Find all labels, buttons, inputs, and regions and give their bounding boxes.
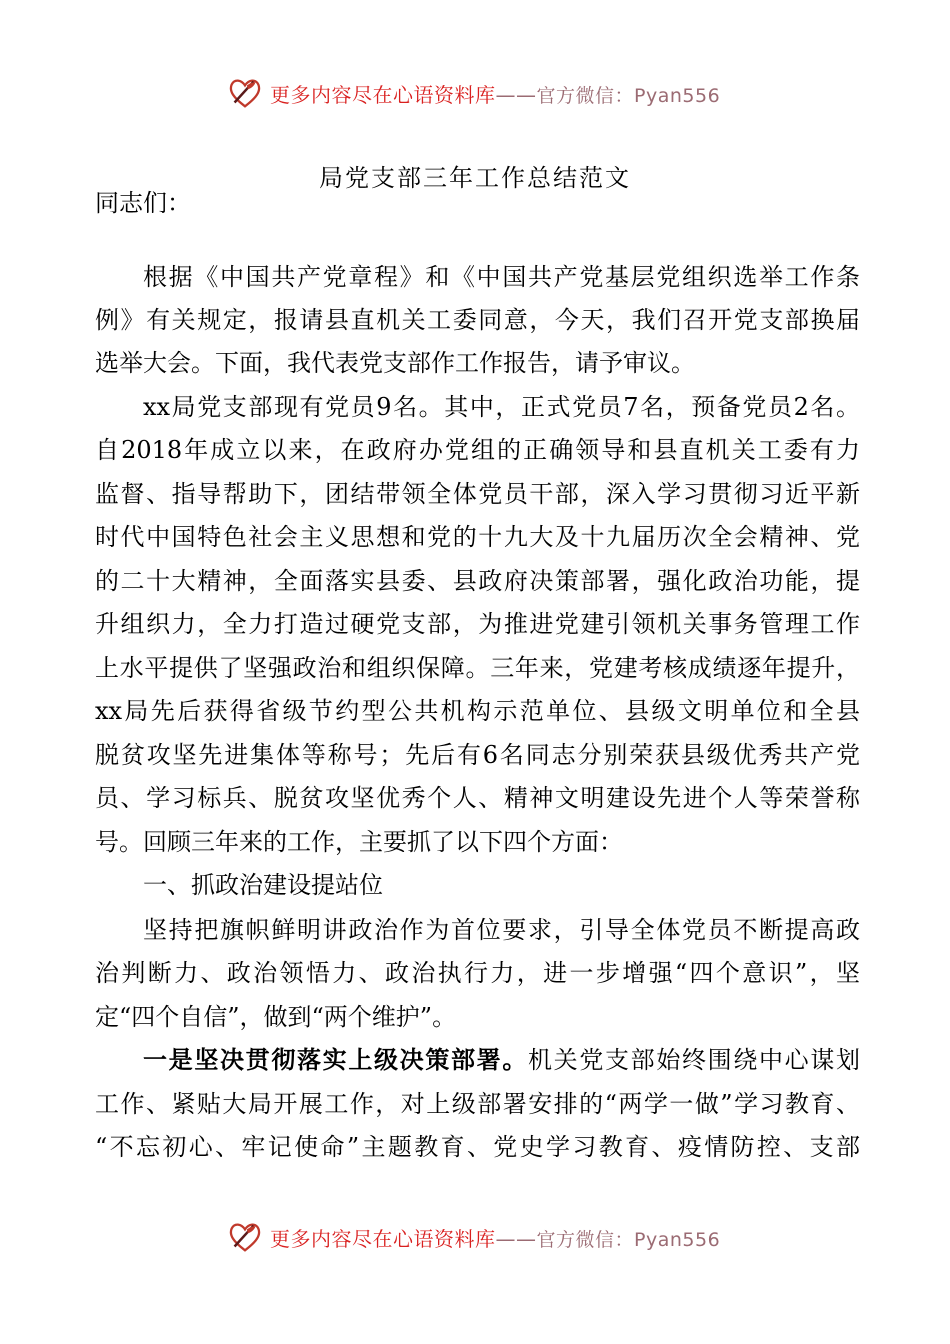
body-line: 自2018年成立以来，在政府办党组的正确领导和县直机关工委有力 (95, 436, 860, 464)
body-line: 上水平提供了坚强政治和组织保障。三年来，党建考核成绩逐年提升， (95, 654, 860, 682)
body-line: “不忘初心、牢记使命”主题教育、党史学习教育、疫情防控、支部 (95, 1133, 860, 1161)
body-line: 坚持把旗帜鲜明讲政治作为首位要求，引导全体党员不断提高政 (143, 916, 860, 944)
header-banner (226, 71, 746, 115)
heart-quill-logo-icon (226, 74, 264, 112)
heart-quill-logo-icon (226, 1218, 264, 1256)
banner-text (270, 79, 720, 108)
document-title: 局党支部三年工作总结范文 (319, 164, 631, 192)
banner-dash: —— (495, 1226, 537, 1251)
body-line: xx局党支部现有党员9名。其中，正式党员7名，预备党员2名。 (143, 393, 860, 421)
body-line: 号。回顾三年来的工作，主要抓了以下四个方面： (95, 828, 623, 856)
bold-lead-paragraph (143, 1042, 860, 1078)
banner-main-text: 更多内容尽在心语资料库 (270, 82, 496, 107)
body-line: 例》有关规定，报请县直机关工委同意，今天，我们召开党支部换届 (95, 306, 860, 334)
body-line: 根据《中国共产党章程》和《中国共产党基层党组织选举工作条 (143, 263, 860, 291)
banner-wechat-text: 官方微信：Pyan556 (536, 1228, 721, 1251)
section-heading: 一、抓政治建设提站位 (143, 871, 383, 899)
bold-lead-text: 一是坚决贯彻落实上级决策部署。 (143, 1045, 528, 1074)
body-line: 脱贫攻坚先进集体等称号；先后有6名同志分别荣获县级优秀共产党 (95, 741, 860, 769)
banner-main-text: 更多内容尽在心语资料库 (270, 1226, 496, 1251)
footer-banner (226, 1215, 746, 1259)
body-line: 监督、指导帮助下，团结带领全体党员干部，深入学习贯彻习近平新 (95, 480, 860, 508)
banner-text (270, 1223, 720, 1252)
body-line: 员、学习标兵、脱贫攻坚优秀个人、精神文明建设先进个人等荣誉称 (95, 784, 860, 812)
banner-wechat-text: 官方微信：Pyan556 (536, 84, 721, 107)
body-line: 的二十大精神，全面落实县委、县政府决策部署，强化政治功能，提 (95, 567, 860, 595)
body-line: 定“四个自信”，做到“两个维护”。 (95, 1003, 457, 1031)
salutation: 同志们： (95, 189, 191, 217)
body-line: 升组织力，全力打造过硬党支部，为推进党建引领机关事务管理工作 (95, 610, 860, 638)
body-line: 治判断力、政治领悟力、政治执行力，进一步增强“四个意识”，坚 (95, 959, 860, 987)
bold-rest-text: 机关党支部始终围绕中心谋划 (528, 1046, 860, 1074)
body-line: 选举大会。下面，我代表党支部作工作报告，请予审议。 (95, 349, 695, 377)
body-line: xx局先后获得省级节约型公共机构示范单位、县级文明单位和全县 (95, 697, 860, 725)
banner-dash: —— (495, 82, 537, 107)
body-line: 时代中国特色社会主义思想和党的十九大及十九届历次全会精神、党 (95, 523, 860, 551)
body-line: 工作、紧贴大局开展工作，对上级部署安排的“两学一做”学习教育、 (95, 1090, 860, 1118)
